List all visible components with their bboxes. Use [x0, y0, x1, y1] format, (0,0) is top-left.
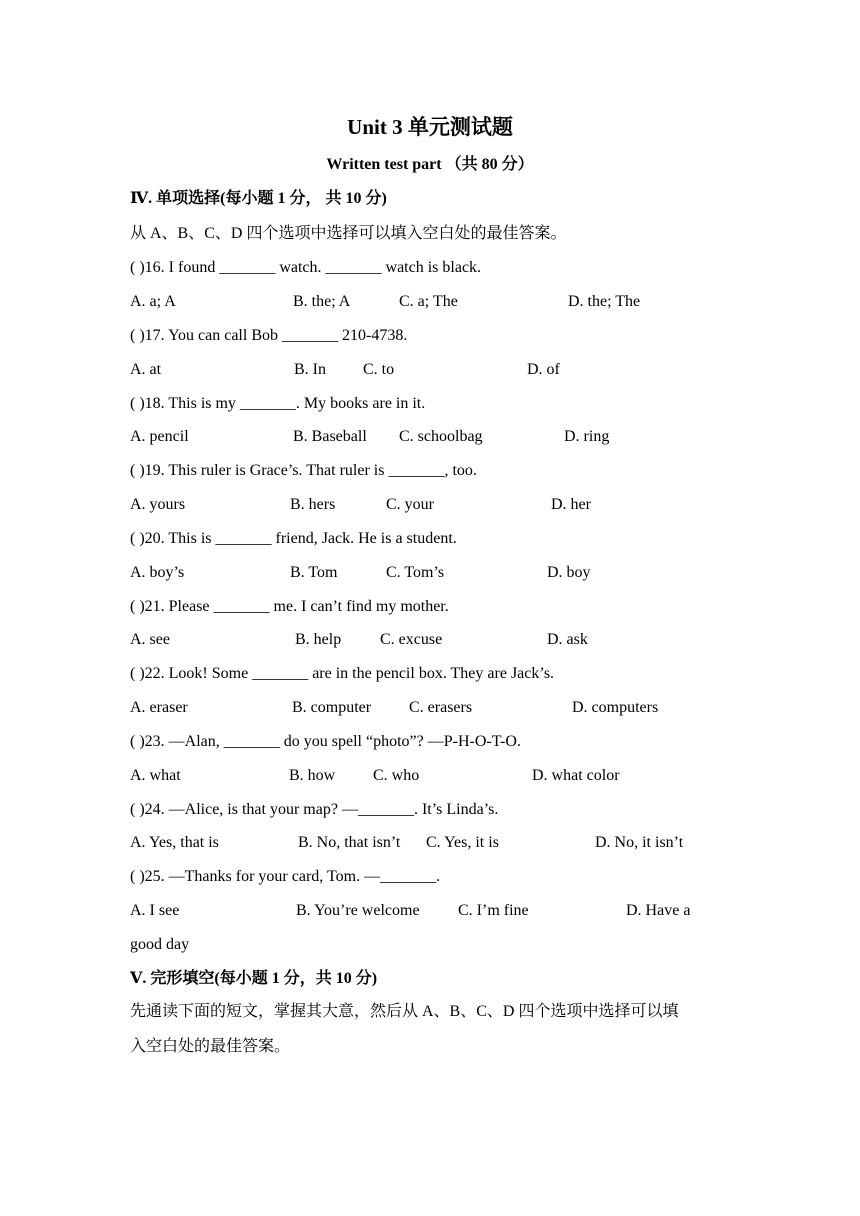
- question-21-stem: ( )21. Please _______ me. I can’t find my mother.: [130, 598, 449, 615]
- question-23-stem: ( )23. —Alan, _______ do you spell “photo”? —P-H-O-T-O.: [130, 733, 521, 750]
- question-23-option-d: D. what color: [532, 767, 620, 784]
- question-17-option-c: C. to: [363, 361, 395, 378]
- question-25-stem: ( )25. —Thanks for your card, Tom. —_______.: [130, 868, 441, 885]
- question-16-option-b: B. the; A: [293, 293, 351, 310]
- question-16-stem: ( )16. I found _______ watch. _______ watch is black.: [130, 259, 482, 276]
- question-22-option-d: D. computers: [572, 699, 659, 716]
- question-18-stem: ( )18. This is my _______. My books are in it.: [130, 395, 426, 412]
- question-25-option-d: D. Have a: [626, 902, 691, 919]
- question-24-option-b: B. No, that isn’t: [298, 834, 401, 851]
- section-4-heading: Ⅳ. 单项选择(每小题 1 分， 共 10 分): [130, 190, 387, 207]
- question-16-option-a: A. a; A: [130, 293, 176, 310]
- question-19-option-a: A. yours: [130, 496, 186, 513]
- question-20-option-c: C. Tom’s: [386, 564, 445, 581]
- question-18-option-b: B. Baseball: [293, 428, 367, 445]
- question-20-option-b: B. Tom: [290, 564, 338, 581]
- section-5-instruction-line-1: 先通读下面的短文，掌握其大意，然后从 A、B、C、D 四个选项中选择可以填: [130, 1003, 679, 1020]
- question-17-option-d: D. of: [527, 361, 560, 378]
- question-22-option-c: C. erasers: [409, 699, 473, 716]
- question-18-option-d: D. ring: [564, 428, 610, 445]
- question-25-option-b: B. You’re welcome: [296, 902, 420, 919]
- question-22-stem: ( )22. Look! Some _______ are in the pencil box. They are Jack’s.: [130, 665, 555, 682]
- question-21-option-c: C. excuse: [380, 631, 443, 648]
- question-23-option-a: A. what: [130, 767, 181, 784]
- question-19-option-d: D. her: [551, 496, 591, 513]
- question-22-option-b: B. computer: [292, 699, 372, 716]
- question-24-option-c: C. Yes, it is: [426, 834, 499, 851]
- question-21-option-a: A. see: [130, 631, 170, 648]
- question-18-option-a: A. pencil: [130, 428, 189, 445]
- question-17-stem: ( )17. You can call Bob _______ 210-4738.: [130, 327, 408, 344]
- section-4-instruction: 从 A、B、C、D 四个选项中选择可以填入空白处的最佳答案。: [130, 225, 567, 242]
- page-subtitle: Written test part （共 80 分）: [326, 156, 534, 173]
- question-24-option-d: D. No, it isn’t: [595, 834, 684, 851]
- section-5-instruction-line-2: 入空白处的最佳答案。: [130, 1038, 291, 1055]
- question-16-option-d: D. the; The: [568, 293, 641, 310]
- question-18-option-c: C. schoolbag: [399, 428, 483, 445]
- question-25-option-c: C. I’m fine: [458, 902, 529, 919]
- question-20-option-a: A. boy’s: [130, 564, 185, 581]
- question-19-stem: ( )19. This ruler is Grace’s. That ruler is _______, too.: [130, 462, 477, 479]
- section-5-heading: Ⅴ. 完形填空(每小题 1 分，共 10 分): [130, 970, 378, 987]
- question-17-option-b: B. In: [294, 361, 326, 378]
- page-title: Unit 3 单元测试题: [347, 115, 513, 139]
- question-25-option-a: A. I see: [130, 902, 180, 919]
- question-21-option-b: B. help: [295, 631, 342, 648]
- question-25-option-d-continuation: good day: [130, 936, 190, 953]
- question-20-option-d: D. boy: [547, 564, 591, 581]
- question-20-stem: ( )20. This is _______ friend, Jack. He is a student.: [130, 530, 457, 547]
- question-23-option-c: C. who: [373, 767, 420, 784]
- question-19-option-b: B. hers: [290, 496, 336, 513]
- question-23-option-b: B. how: [289, 767, 336, 784]
- question-24-stem: ( )24. —Alice, is that your map? —_______. It’s Linda’s.: [130, 801, 499, 818]
- question-22-option-a: A. eraser: [130, 699, 188, 716]
- question-24-option-a: A. Yes, that is: [130, 834, 219, 851]
- question-21-option-d: D. ask: [547, 631, 588, 648]
- question-17-option-a: A. at: [130, 361, 162, 378]
- question-19-option-c: C. your: [386, 496, 434, 513]
- question-16-option-c: C. a; The: [399, 293, 458, 310]
